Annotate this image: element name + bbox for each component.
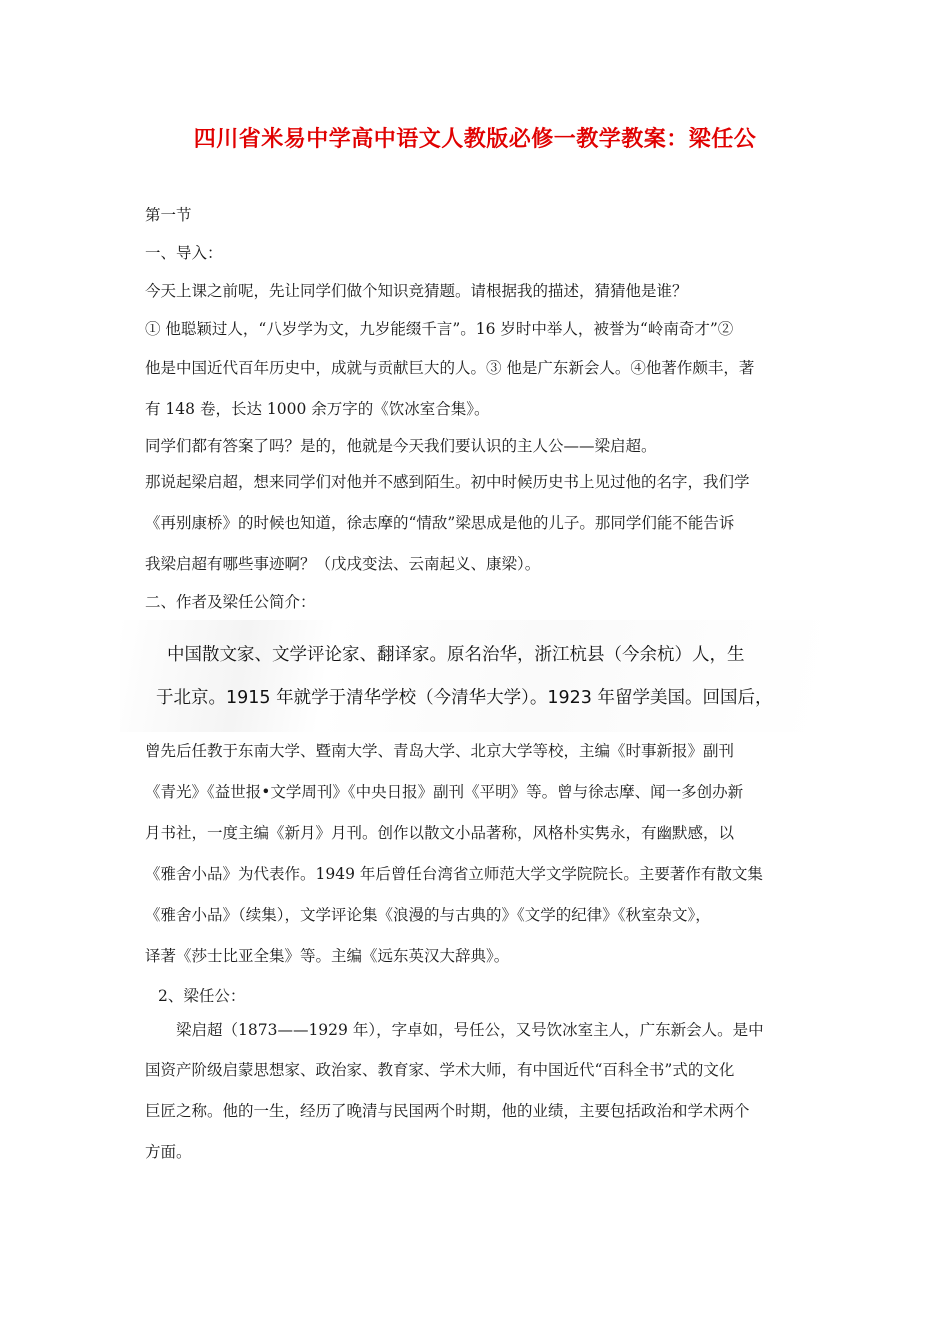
paragraph-line: 《雅舍小品》为代表作。1949 年后曾任台湾省立师范大学文学院院长。主要著作有散文集 — [145, 865, 763, 883]
paragraph-line: 巨匠之称。他的一生，经历了晚清与民国两个时期，他的业绩，主要包括政治和学术两个 — [145, 1102, 750, 1120]
paragraph-line: 今天上课之前呢，先让同学们做个知识竞猜题。请根据我的描述，猜猜他是谁？ — [145, 282, 688, 300]
paragraph-line: 我梁启超有哪些事迹啊？（戊戌变法、云南起义、康梁）。 — [145, 555, 541, 573]
paragraph-line: 曾先后任教于东南大学、暨南大学、青岛大学、北京大学等校，主编《时事新报》副刊 — [145, 742, 735, 760]
paragraph-line: 有 148 卷，长达 1000 余万字的《饮冰室合集》。 — [145, 400, 490, 418]
paragraph-line: 他是中国近代百年历史中，成就与贡献巨大的人。③ 他是广东新会人。④他著作颇丰，著 — [145, 359, 755, 377]
paragraph-line: 译著《莎士比亚全集》等。主编《远东英汉大辞典》。 — [145, 947, 510, 965]
paragraph-line: 方面。 — [145, 1143, 192, 1161]
paragraph-line: 月书社，一度主编《新月》月刊。创作以散文小品著称，风格朴实隽永，有幽默感，以 — [145, 824, 735, 842]
paragraph-line: 《青光》《益世报•文学周刊》《中央日报》副刊《平明》等。曾与徐志摩、闻一多创办新 — [145, 783, 744, 801]
paragraph-line: 国资产阶级启蒙思想家、政治家、教育家、学术大师，有中国近代“百科全书”式的文化 — [145, 1061, 735, 1079]
section-heading: 第一节 — [145, 206, 192, 224]
image-text-line: 于北京。1915 年就学于清华学校（今清华大学）。1923 年留学美国。回国后， — [156, 688, 773, 708]
subheading-author: 二、作者及梁任公简介： — [145, 593, 316, 611]
subheading-liang: 2、梁任公： — [158, 987, 246, 1005]
paragraph-line: 《雅舍小品》（续集），文学评论集《浪漫的与古典的》《文学的纪律》《秋室杂文》， — [145, 906, 711, 924]
embedded-text-image — [120, 620, 820, 732]
paragraph-line: ① 他聪颖过人，“八岁学为文，九岁能缀千言”。16 岁时中举人，被誉为“岭南奇才”② — [145, 320, 734, 338]
paragraph-line: 那说起梁启超，想来同学们对他并不感到陌生。初中时候历史书上见过他的名字，我们学 — [145, 473, 750, 491]
document-title: 四川省米易中学高中语文人教版必修一教学教案：梁任公 — [193, 126, 757, 152]
image-text-line: 中国散文家、文学评论家、翻译家。原名治华，浙江杭县（今余杭）人，生 — [167, 645, 745, 665]
subheading-intro: 一、导入： — [145, 244, 223, 262]
paragraph-line: 同学们都有答案了吗？是的，他就是今天我们要认识的主人公——梁启超。 — [145, 437, 657, 455]
paragraph-line: 梁启超（1873——1929 年），字卓如，号任公，又号饮冰室主人，广东新会人。是中 — [176, 1021, 764, 1039]
paragraph-line: 《再别康桥》的时候也知道，徐志摩的“情敌”梁思成是他的儿子。那同学们能不能告诉 — [145, 514, 735, 532]
